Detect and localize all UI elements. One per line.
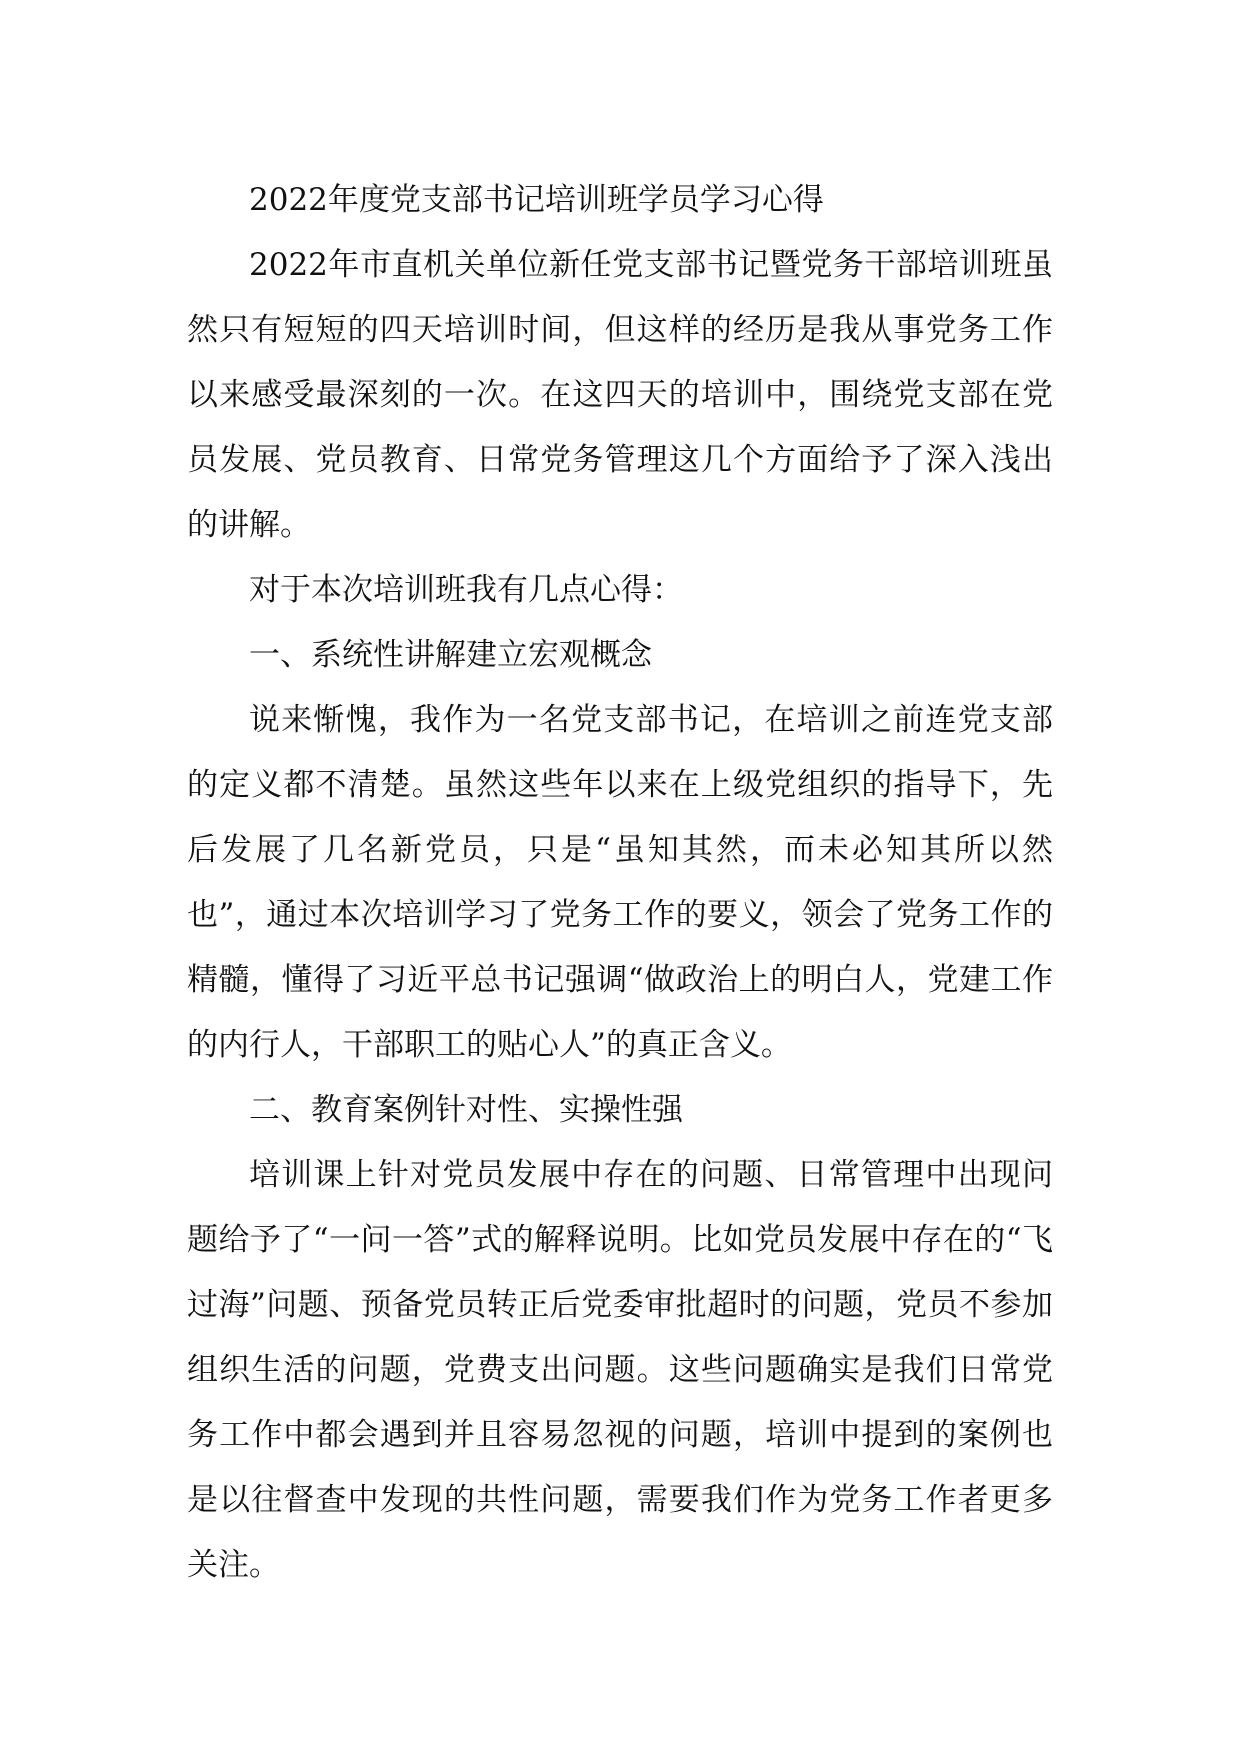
paragraph-intro: 2022年市直机关单位新任党支部书记暨党务干部培训班虽然只有短短的四天培训时间，但这样的经历是我从事党务工作以来感受最深刻的一次。在这四天的培训中，围绕党支部在党员发展、党员教育、日常党务管理这几个方面给予了深入浅出的讲解。 bbox=[187, 247, 1053, 543]
document-title: 2022年度党支部书记培训班学员学习心得 bbox=[249, 182, 824, 218]
paragraph-section-1: 说来惭愧，我作为一名党支部书记，在培训之前连党支部的定义都不清楚。虽然这些年以来在上级党组织的指导下，先后发展了几名新党员，只是“虽知其然，而未必知其所以然也”，通过本次培训学习了党务工作的要义，领会了党务工作的精髓，懂得了习近平总书记强调“做政治上的明白人，党建工作的内行人，干部职工的贴心人”的真正含义。 bbox=[187, 702, 1053, 1063]
section-heading-1: 一、系统性讲解建立宏观概念 bbox=[249, 637, 652, 673]
paragraph-section-2: 培训课上针对党员发展中存在的问题、日常管理中出现问题给予了“一问一答”式的解释说明。比如党员发展中存在的“飞过海”问题、预备党员转正后党委审批超时的问题，党员不参加组织生活的问题，党费支出问题。这些问题确实是我们日常党务工作中都会遇到并且容易忽视的问题，培训中提到的案例也是以往督查中发现的共性问题，需要我们作为党务工作者更多关注。 bbox=[187, 1157, 1053, 1583]
paragraph-lead-in: 对于本次培训班我有几点心得： bbox=[249, 572, 683, 608]
section-heading-2: 二、教育案例针对性、实操性强 bbox=[249, 1092, 683, 1128]
document-body bbox=[187, 168, 1053, 1598]
